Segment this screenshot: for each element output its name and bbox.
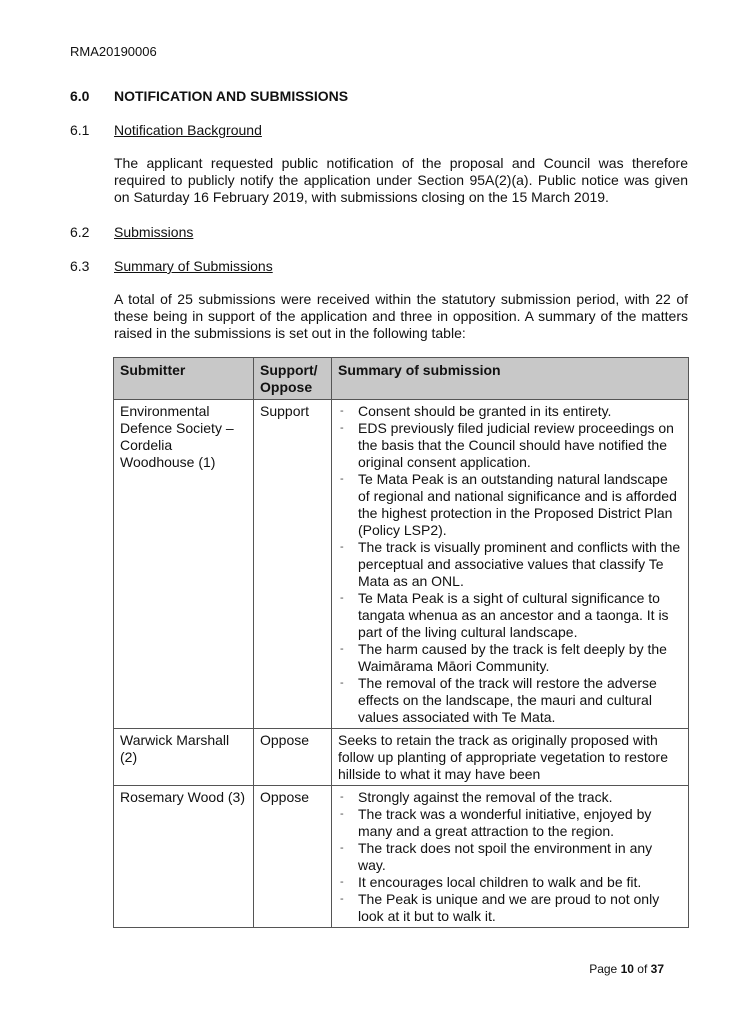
page-label: Page: [589, 962, 618, 976]
summary-cell: [332, 786, 689, 928]
subsection-title: Notification Background: [114, 122, 262, 138]
subsection-6-2: [70, 224, 193, 240]
summary-point: - The track was a wonderful initiative, enjoyed by many and a great attraction to the region.: [338, 806, 683, 840]
subsection-title: Summary of Submissions: [114, 258, 273, 274]
position-cell: Support: [254, 400, 332, 729]
summary-point: - It encourages local children to walk and be fit.: [338, 874, 683, 891]
summary-point: - The Peak is unique and we are proud to not only look at it but to walk it.: [338, 891, 683, 925]
page-total: 37: [650, 962, 664, 976]
position-cell: Oppose: [254, 729, 332, 786]
subsection-title: Submissions: [114, 224, 194, 240]
subsection-6-1: [70, 122, 262, 138]
subsection-number: 6.3: [70, 258, 90, 274]
table-header-row: [114, 358, 689, 400]
summary-point: - Consent should be granted in its entirety.: [338, 403, 683, 420]
table-row: [114, 729, 689, 786]
section-title: NOTIFICATION AND SUBMISSIONS: [114, 88, 349, 104]
summary-point: - The track does not spoil the environment in any way.: [338, 840, 683, 874]
summary-paragraph: A total of 25 submissions were received within the statutory submission period, with 22 of these being in support of the application and three in opposition. A summary of the matters raised in the submissions is set out in the following table:: [114, 291, 688, 341]
summary-point: - The removal of the track will restore the adverse effects on the landscape, the mauri and cultural values associated with Te Mata.: [338, 675, 683, 726]
table-row: [114, 400, 689, 729]
subsection-6-3: [70, 258, 273, 274]
submitter-cell: Environmental Defence Society – Cordelia Woodhouse (1): [114, 400, 254, 729]
summary-point: - The track is visually prominent and conflicts with the perceptual and associative values that classify Te Mata as an ONL.: [338, 539, 683, 590]
header-summary: Summary of submission: [332, 358, 689, 400]
page-of: of: [637, 962, 648, 976]
page-number: 10: [620, 962, 634, 976]
summary-point: - Strongly against the removal of the track.: [338, 789, 683, 806]
document-reference: RMA20190006: [70, 44, 157, 59]
summary-point: - Te Mata Peak is a sight of cultural significance to tangata whenua as an ancestor and a taonga. It is part of the living cultural landscape.: [338, 590, 683, 641]
section-number: 6.0: [70, 88, 90, 104]
section-heading: [70, 88, 348, 104]
submissions-table: [113, 357, 689, 928]
summary-point: - Te Mata Peak is an outstanding natural landscape of regional and national significance and is afforded the highest protection in the Proposed District Plan (Policy LSP2).: [338, 471, 683, 539]
table-row: [114, 786, 689, 928]
summary-point: - EDS previously filed judicial review proceedings on the basis that the Council should have notified the original consent application.: [338, 420, 683, 471]
header-support-oppose: Support/ Oppose: [254, 358, 332, 400]
position-cell: Oppose: [254, 786, 332, 928]
subsection-number: 6.2: [70, 224, 90, 240]
subsection-number: 6.1: [70, 122, 90, 138]
page-footer: [589, 962, 664, 976]
summary-cell: Seeks to retain the track as originally proposed with follow up planting of appropriate vegetation to restore hillside to what it may have been: [332, 729, 689, 786]
submitter-cell: Warwick Marshall (2): [114, 729, 254, 786]
header-submitter: Submitter: [114, 358, 254, 400]
submitter-cell: Rosemary Wood (3): [114, 786, 254, 928]
summary-cell: [332, 400, 689, 729]
notification-paragraph: The applicant requested public notification of the proposal and Council was therefore required to publicly notify the application under Section 95A(2)(a). Public notice was given on Saturday 16 February 2019, with submissions closing on the 15 March 2019.: [114, 155, 688, 205]
summary-point: - The harm caused by the track is felt deeply by the Waimārama Māori Community.: [338, 641, 683, 675]
